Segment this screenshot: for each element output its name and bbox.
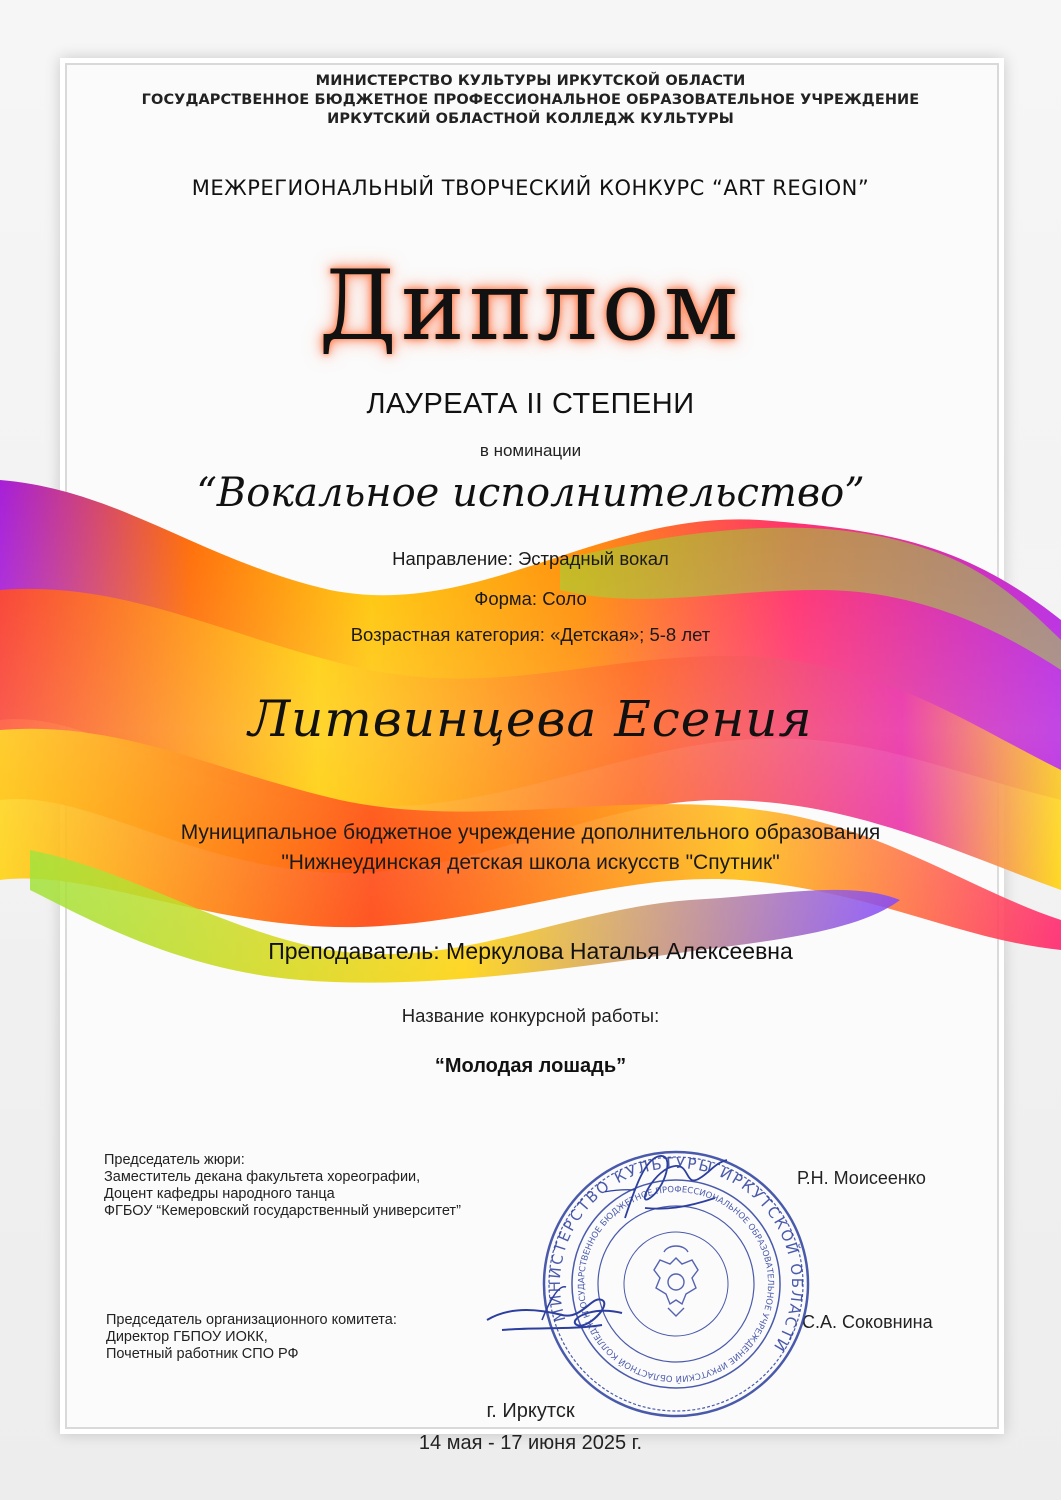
nomination-title: “Вокальное исполнительство” xyxy=(196,470,865,516)
ministry-header xyxy=(0,72,1061,129)
ministry-line: ГОСУДАРСТВЕННОЕ БЮДЖЕТНОЕ ПРОФЕССИОНАЛЬНОЕ ОБРАЗОВАТЕЛЬНОЕ УЧРЕЖДЕНИЕ xyxy=(141,92,920,108)
ministry-line: МИНИСТЕРСТВО КУЛЬТУРЫ ИРКУТСКОЙ ОБЛАСТИ xyxy=(315,73,746,89)
institution-line: "Нижнеудинская детская школа искусств "Спутник" xyxy=(281,851,780,874)
org-line: Директор ГБПОУ ИОКК, xyxy=(106,1329,268,1345)
jury-chair-name: Р.Н. Моисеенко xyxy=(797,1168,926,1188)
contest-dates: 14 мая - 17 июня 2025 г. xyxy=(418,1432,643,1454)
city: г. Иркутск xyxy=(486,1400,575,1422)
seal-outer-text: МИНИСТЕРСТВО КУЛЬТУРЫ ИРКУТСКОЙ ОБЛАСТИ xyxy=(545,1153,807,1356)
work-label: Название конкурсной работы: xyxy=(401,1005,660,1026)
teacher-text: Преподаватель: Меркулова Наталья Алексеевна xyxy=(268,938,793,964)
org-signature xyxy=(482,1275,632,1345)
jury-line: Заместитель декана факультета хореографии, xyxy=(104,1169,421,1185)
ministry-line: ИРКУТСКИЙ ОБЛАСТНОЙ КОЛЛЕДЖ КУЛЬТУРЫ xyxy=(327,111,734,127)
seal-inner-text: ГОСУДАРСТВЕННОЕ БЮДЖЕТНОЕ ПРОФЕССИОНАЛЬНОЕ ОБРАЗОВАТЕЛЬНОЕ УЧРЕЖДЕНИЕ ИРКУТСКИЙ ОБЛАСТНОЙ КОЛЛЕДЖ КУЛЬТУРЫ xyxy=(576,1184,776,1384)
direction-text: Направление: Эстрадный вокал xyxy=(392,548,669,569)
jury-line: ФГБОУ “Кемеровский государственный университет” xyxy=(104,1203,461,1219)
coat-of-arms-icon xyxy=(654,1246,698,1316)
jury-signature xyxy=(605,1138,735,1238)
institution xyxy=(0,818,1061,878)
laureate-degree: ЛАУРЕАТА II СТЕПЕНИ xyxy=(366,388,695,420)
institution-line: Муниципальное бюджетное учреждение дополнительного образования xyxy=(180,821,881,844)
jury-line: Доцент кафедры народного танца xyxy=(104,1186,335,1202)
jury-line: Председатель жюри: xyxy=(104,1152,245,1168)
org-line: Почетный работник СПО РФ xyxy=(106,1346,299,1362)
jury-chair-block xyxy=(104,1152,461,1220)
org-chair-block xyxy=(106,1312,397,1363)
contest-title: МЕЖРЕГИОНАЛЬНЫЙ ТВОРЧЕСКИЙ КОНКУРС “ART REGION” xyxy=(191,176,870,200)
in-nomination-label: в номинации xyxy=(479,441,582,460)
org-line: Председатель организационного комитета: xyxy=(106,1312,397,1328)
recipient-name: Литвинцева Есения xyxy=(248,690,813,748)
form-text: Форма: Соло xyxy=(474,588,587,609)
work-title: “Молодая лошадь” xyxy=(434,1055,627,1077)
diploma-title: Диплом xyxy=(318,250,743,362)
org-chair-name: С.А. Соковнина xyxy=(802,1312,933,1332)
age-category-text: Возрастная категория: «Детская»; 5-8 лет xyxy=(350,624,711,645)
